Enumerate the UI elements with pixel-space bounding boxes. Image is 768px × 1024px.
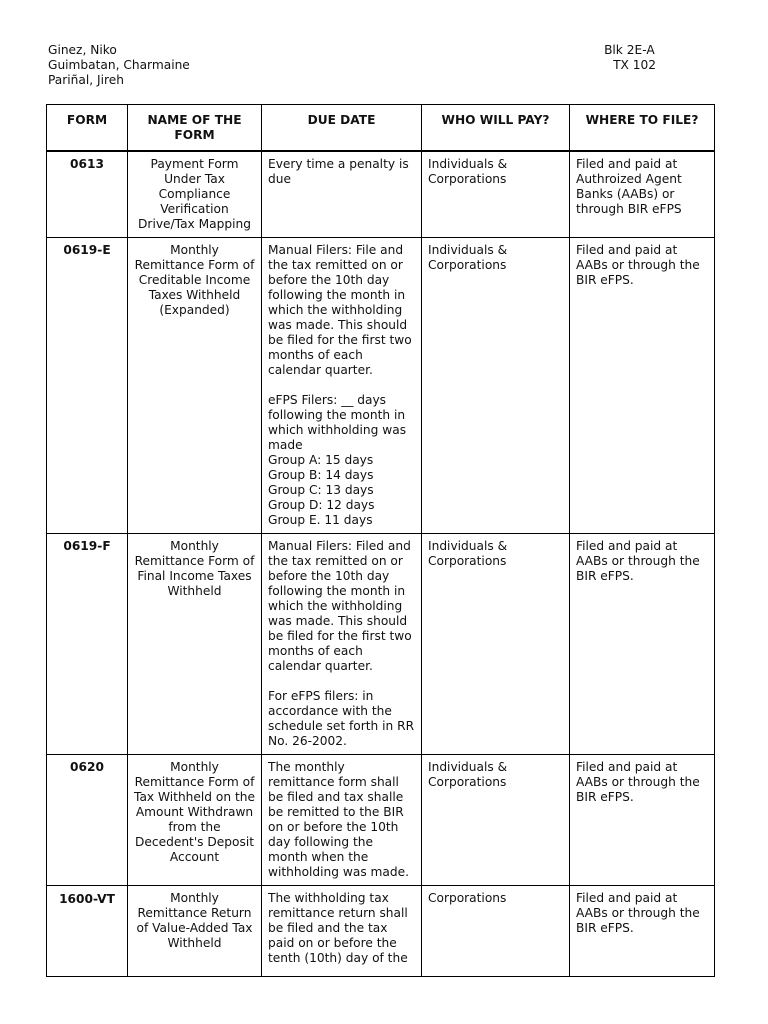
- tax-forms-table: [46, 104, 715, 977]
- due-date: [262, 238, 422, 534]
- form-name: Payment Form Under Tax Compliance Verification Drive/Tax Mapping: [128, 151, 262, 238]
- where-to-file: Filed and paid at AABs or through the BIR eFPS.: [570, 755, 715, 886]
- form-name: Monthly Remittance Form of Final Income Taxes Withheld: [128, 534, 262, 755]
- table-row: [47, 151, 715, 238]
- where-to-file: Filed and paid at AABs or through the BIR eFPS.: [570, 534, 715, 755]
- due-date-group: Group D: 12 days: [268, 498, 375, 512]
- who-will-pay: Individuals & Corporations: [422, 534, 570, 755]
- who-will-pay: Corporations: [422, 886, 570, 977]
- form-code: 0620: [47, 755, 128, 886]
- table-row: [47, 238, 715, 534]
- form-code: 0613: [47, 151, 128, 238]
- column-header-where-to-file: WHERE TO FILE?: [570, 105, 715, 152]
- due-date-text: Manual Filers: Filed and the tax remitted on or before the 10th day following the month in which the withholding was made. This should be filed for the first two months of each calendar quarter.: [268, 539, 412, 673]
- form-name: Monthly Remittance Form of Creditable Income Taxes Withheld (Expanded): [128, 238, 262, 534]
- table-row: [47, 755, 715, 886]
- column-header-due-date: DUE DATE: [262, 105, 422, 152]
- who-will-pay: Individuals & Corporations: [422, 755, 570, 886]
- author-name: Pariñal, Jireh: [48, 73, 124, 87]
- who-will-pay: Individuals & Corporations: [422, 151, 570, 238]
- form-name: Monthly Remittance Form of Tax Withheld on the Amount Withdrawn from the Decedent's Deposit Account: [128, 755, 262, 886]
- due-date: [262, 755, 422, 886]
- due-date-text: The monthly remittance form shall be filed and tax shalle be remitted to the BIR on or before the 10th day following the month when the withholding was made.: [268, 760, 409, 879]
- due-date-group: Group E. 11 days: [268, 513, 373, 527]
- due-date: [262, 534, 422, 755]
- column-header-who-will-pay: WHO WILL PAY?: [422, 105, 570, 152]
- author-name: Ginez, Niko: [48, 43, 117, 57]
- table-row: [47, 534, 715, 755]
- form-code: 0619-E: [47, 238, 128, 534]
- table-header-row: [47, 105, 715, 152]
- who-will-pay: Individuals & Corporations: [422, 238, 570, 534]
- due-date-text: eFPS Filers: __ days following the month in which withholding was made: [268, 393, 407, 452]
- form-code: 0619-F: [47, 534, 128, 755]
- due-date-text: The withholding tax remittance return shall be filed and the tax paid on or before the tenth (10th) day of the: [268, 891, 408, 965]
- form-code: 1600-VT: [47, 886, 128, 977]
- course-code: TX 102: [613, 58, 656, 72]
- course-info: [604, 43, 656, 73]
- due-date-text: For eFPS filers: in accordance with the schedule set forth in RR No. 26-2002.: [268, 689, 415, 748]
- table-row: [47, 886, 715, 977]
- due-date-group: Group A: 15 days: [268, 453, 374, 467]
- author-name: Guimbatan, Charmaine: [48, 58, 190, 72]
- section-label: Blk 2E-A: [604, 43, 655, 57]
- due-date: [262, 886, 422, 977]
- form-name: Monthly Remittance Return of Value-Added Tax Withheld: [128, 886, 262, 977]
- due-date-group: Group B: 14 days: [268, 468, 374, 482]
- due-date-text: Manual Filers: File and the tax remitted on or before the 10th day following the month in which the withholding was made. This should be filed for the first two months of each calendar quarter.: [268, 243, 412, 377]
- where-to-file: Filed and paid at AABs or through the BIR eFPS.: [570, 886, 715, 977]
- author-names: [48, 43, 190, 88]
- due-date-group: Group C: 13 days: [268, 483, 374, 497]
- column-header-form: FORM: [47, 105, 128, 152]
- due-date-text: Every time a penalty is due: [268, 157, 409, 186]
- column-header-name: NAME OF THE FORM: [128, 105, 262, 152]
- where-to-file: Filed and paid at Authroized Agent Banks (AABs) or through BIR eFPS: [570, 151, 715, 238]
- where-to-file: Filed and paid at AABs or through the BIR eFPS.: [570, 238, 715, 534]
- due-date: [262, 151, 422, 238]
